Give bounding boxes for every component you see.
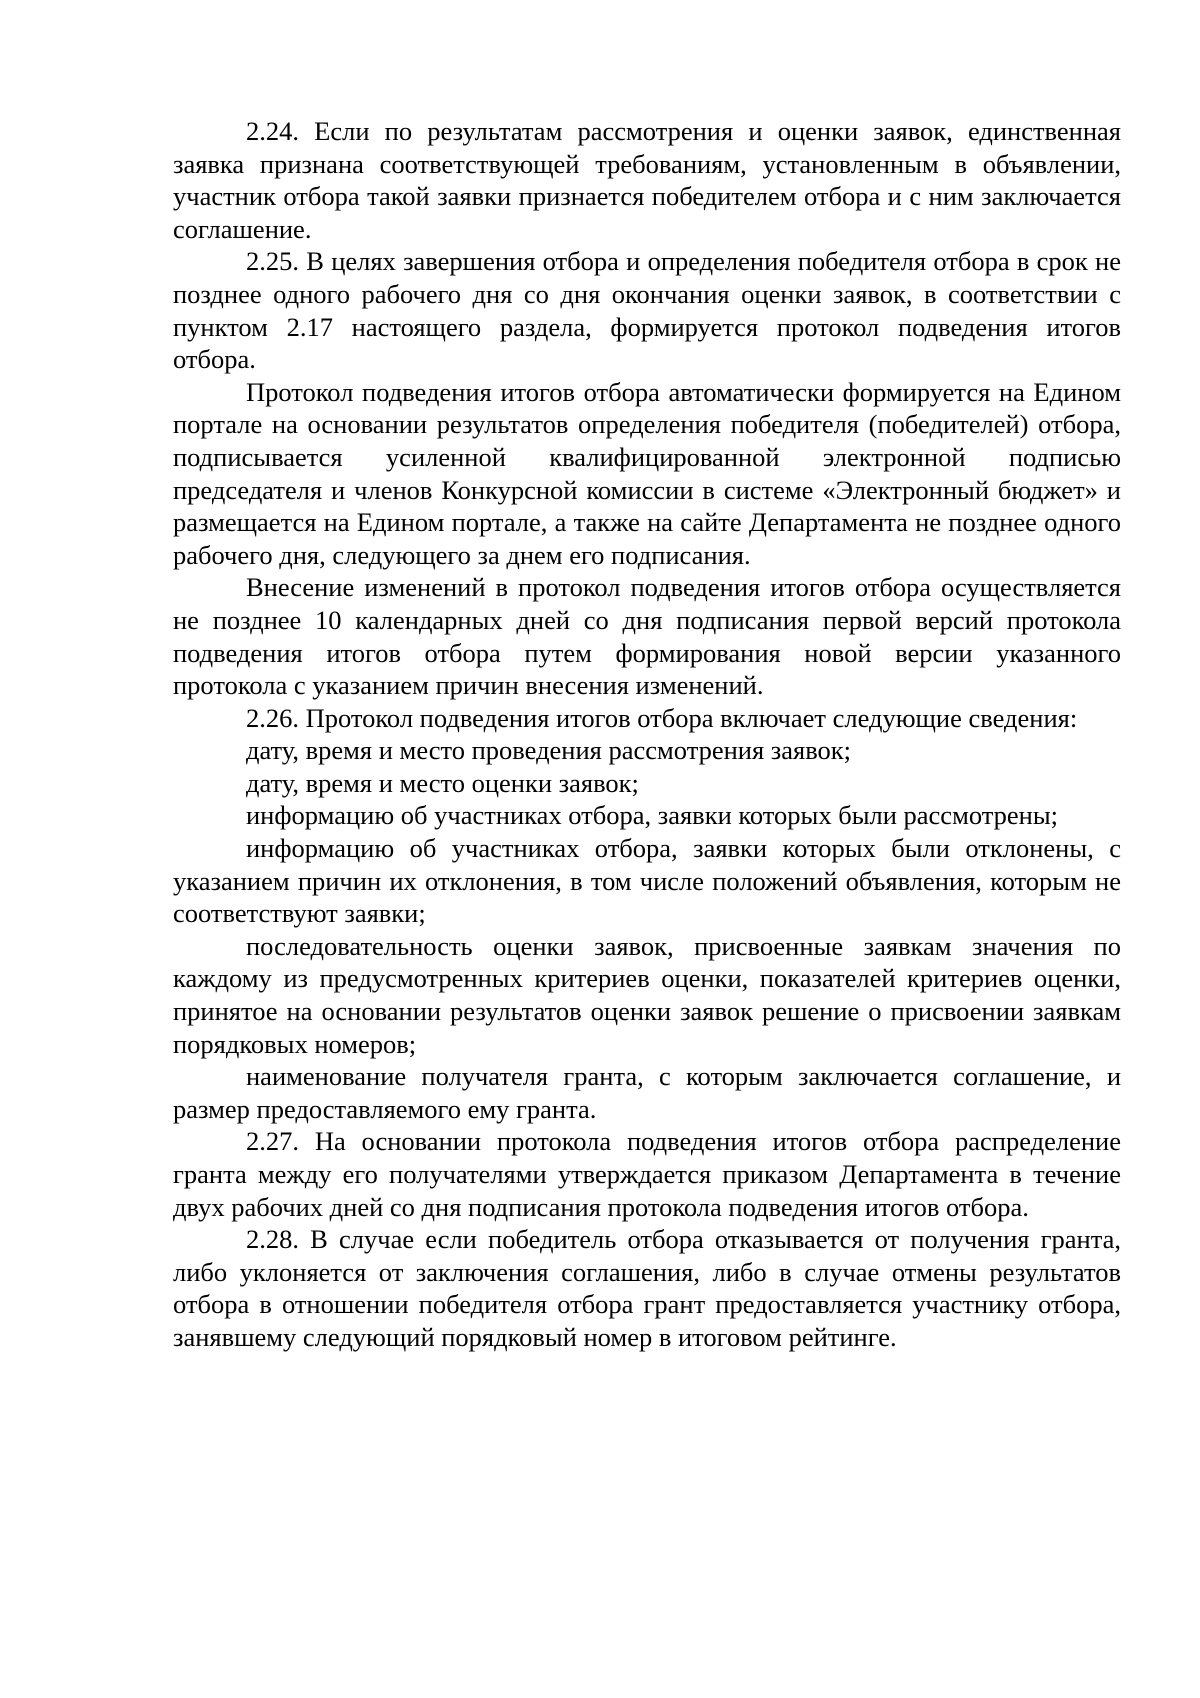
list-item-review-date: дату, время и место проведения рассмотрения заявок;: [246, 735, 852, 766]
document-body: [173, 115, 1121, 1354]
list-item-grant-recipient: наименование получателя гранта, с которым заключается соглашение, и размер предоставляемого ему гранта.: [173, 1061, 1121, 1124]
paragraph-2-27: 2.27. На основании протокола подведения итогов отбора распределение гранта между его получателями утверждается приказом Департамента в течение двух рабочих дней со дня подписания протокола подведения итогов отбора.: [173, 1126, 1121, 1222]
paragraph-2-25: 2.25. В целях завершения отбора и определения победителя отбора в срок не позднее одного рабочего дня со дня окончания оценки заявок, в соответствии с пунктом 2.17 настоящего раздела, формируется протокол подведения итогов отбора.: [173, 246, 1121, 375]
paragraph-2-26: 2.26. Протокол подведения итогов отбора включает следующие сведения:: [246, 702, 1078, 733]
list-item-evaluation-sequence: последовательность оценки заявок, присвоенные заявкам значения по каждому из предусмотренных критериев оценки, показателей критериев оценки, принятое на основании результатов оценки заявок решение о присвоении заявкам порядковых номеров;: [173, 930, 1121, 1059]
paragraph-2-24: 2.24. Если по результатам рассмотрения и оценки заявок, единственная заявка признана соответствующей требованиям, установленным в объявлении, участник отбора такой заявки признается победителем отбора и с ним заключается соглашение.: [173, 116, 1121, 244]
paragraph-2-28: 2.28. В случае если победитель отбора отказывается от получения гранта, либо уклоняется от заключения соглашения, либо в случае отмены результатов отбора в отношении победителя отбора грант предоставляется участнику отбора, занявшему следующий порядковый номер в итоговом рейтинге.: [173, 1224, 1121, 1352]
list-item-rejected-participants: информацию об участниках отбора, заявки которых были отклонены, с указанием причин их отклонения, в том числе положений объявления, которым не соответствуют заявки;: [173, 833, 1121, 929]
list-item-evaluation-date: дату, время и место оценки заявок;: [246, 767, 639, 798]
paragraph-protocol-formation: Протокол подведения итогов отбора автоматически формируется на Едином портале на основании результатов определения победителя (победителей) отбора, подписывается усиленной квалифицированной электронной подписью председателя и членов Конкурсной комиссии в системе «Электронный бюджет» и размещается на Едином портале, а также на сайте Департамента не позднее одного рабочего дня, следующего за днем его подписания.: [173, 376, 1121, 570]
paragraph-protocol-changes: Внесение изменений в протокол подведения итогов отбора осуществляется не позднее 10 календарных дней со дня подписания первой версий протокола подведения итогов отбора путем формирования новой версии указанного протокола с указанием причин внесения изменений.: [173, 572, 1121, 701]
list-item-reviewed-participants: информацию об участниках отбора, заявки которых были рассмотрены;: [246, 800, 1059, 831]
